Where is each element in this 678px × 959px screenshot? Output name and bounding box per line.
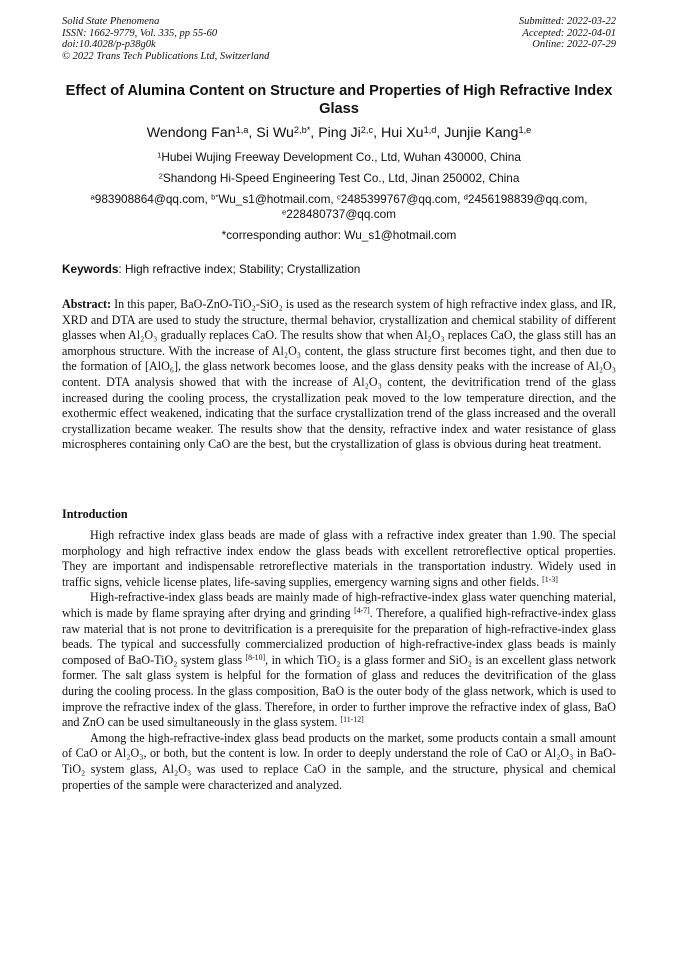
paragraph-text: High-refractive-index glass beads are mainly made of high-refractive-index glass water quenching material, which is made by flame spraying after drying and grinding <box>62 590 616 620</box>
journal-info <box>62 16 269 62</box>
citation: [1-3] <box>542 574 558 584</box>
paragraph-text: Among the high-refractive-index glass bead products on the market, some products contain a small amount of CaO or Al₂O₃, or both, but the content is low. In order to deeply understand the role of CaO or Al₂O₃ in BaO-TiO₂ system glass, Al₂O₃ was used to replace CaO in the sample, and the structure, physical and chemical properties of the sample were characterized and analyzed. <box>62 730 616 792</box>
affiliation-1 <box>40 150 638 165</box>
abstract-text: In this paper, BaO-ZnO-TiO₂-SiO₂ is used as the research system of high refractive index glass, and IR, XRD and DTA are used to study the structure, thermal behavior, crystallization and chemical stability of different glasses when Al₂O₃ gradually replaces CaO. The results show that when Al₂O₃ replaces CaO, the glass still has an amorphous structure. With the increase of Al₂O₃ content, the glass structure first becomes tight, and then due to the formation of [AlO₆], the glass network becomes loose, and the glass density peaks with the increase of Al₂O₃ content. DTA analysis showed that with the increase of Al₂O₃ content, the devitrification trend of the glass increased during the cooling process, the crystallization peak moved to the low temperature direction, and the exothermic effect weakened, indicating that the surface crystallization trend of the glass increased and the overall crystallization became weaker. The results show that the density, refractive index and water resistance of glass microspheres containing only CaO are the best, but the crystallization of glass is obvious during heat treatment. <box>62 297 616 452</box>
author-sup: 1,e <box>518 124 532 135</box>
citation: [11-12] <box>340 715 364 725</box>
dates-info <box>519 16 616 51</box>
copyright-line: © 2022 Trans Tech Publications Ltd, Switzerland <box>62 50 270 62</box>
email-sup: e <box>282 207 287 217</box>
email-sup: d <box>463 192 468 202</box>
email-address: 2456198839@qq.com <box>467 192 585 206</box>
issn-line: ISSN: 1662-9779, Vol. 335, pp 55-60 <box>62 27 218 39</box>
affiliation-sup: 2 <box>158 171 163 181</box>
paper-title: Effect of Alumina Content on Structure and Properties of High Refractive Index Glass <box>65 83 613 117</box>
intro-paragraph-1 <box>62 528 616 590</box>
author-sup: 2,c <box>360 124 374 135</box>
author-name: Junjie Kang <box>444 125 519 141</box>
email-sup: b* <box>211 192 219 202</box>
abstract <box>62 297 616 453</box>
journal-name: Solid State Phenomena <box>62 16 160 27</box>
accepted-date: Accepted: 2022-04-01 <box>522 27 616 39</box>
author-name: Ping Ji <box>318 125 361 141</box>
abstract-label: Abstract: <box>62 297 112 311</box>
author-list: Wendong Fan$^{1,a}$, Si $Wu^{2,b*}$, Ping Ji$^{2,c}$, Hui Xu$^{1,d}$, Junjie Kang$^{1,e}$ <box>146 124 532 141</box>
introduction-heading: Introduction <box>62 507 128 521</box>
author-name: Hui Xu <box>380 125 424 141</box>
affiliation-text: Hubei Wujing Freeway Development Co., Ltd, Wuhan 430000, China <box>161 150 521 164</box>
keywords-text: : High refractive index; Stability; Crystallization <box>118 262 361 276</box>
email-sup: a <box>90 192 95 202</box>
doi-line: doi:10.4028/p-p38g0k <box>62 39 156 50</box>
email-address: 228480737@qq.com <box>286 207 396 221</box>
author-sup: 2,b* <box>293 124 311 135</box>
keywords <box>62 262 616 277</box>
introduction-body <box>62 528 616 793</box>
author-sup: 1,a <box>235 124 249 135</box>
paragraph-text: High refractive index glass beads are made of glass with a refractive index greater than 1.90. The special morphology and high refractive index endow the glass beads with excellent retroreflective optical properties. They are important and indispensable retroreflective materials in the transportation industry. Widely used in traffic signs, vehicle license plates, life-saving supplies, emergency warning signs and other fields. <box>62 528 616 589</box>
submitted-date: Submitted: 2022-03-22 <box>518 16 616 27</box>
author-name: Wendong Fan <box>146 125 236 141</box>
online-date: Online: 2022-07-29 <box>532 39 616 50</box>
affiliation-text: Shandong Hi-Speed Engineering Test Co., Ltd, Jinan 250002, China <box>162 171 520 185</box>
affiliation-sup: 1 <box>157 150 162 160</box>
email-sup: c <box>336 192 341 202</box>
paragraph-text: . Therefore, a qualified high-refractive-index glass raw material that is not prone to devitrification is a prerequisite for the preparation of high-refractive-index glass beads. The typical and successfully commercialized production of high-refractive-index glass beads is mainly composed of BaO-TiO₂ system glass <box>62 605 616 667</box>
email-list: $^a$983908864@qq.com, $^{b*}$Wu_s1@hotmail.com, $^c$2485399767@qq.com, $^d$2456198839@qq.com, $^e$228480737@qq.com <box>90 192 588 221</box>
keywords-label: Keywords <box>62 262 119 276</box>
citation: [4-7] <box>354 606 370 616</box>
intro-paragraph-3 <box>62 731 616 793</box>
citation: [8-10] <box>245 652 266 662</box>
corresponding-author: *corresponding author: Wu_s1@hotmail.com <box>221 228 457 242</box>
email-address: 983908864@qq.com <box>94 192 205 206</box>
email-address: 2485399767@qq.com <box>340 192 458 206</box>
author-name: Si Wu <box>256 125 294 141</box>
paragraph-text: , in which TiO₂ is a glass former and SiO₂ is an excellent glass network former. The salt glass system is helpful for the formation of glass and reduces the devitrification of the glass during the cooling process. In the glass composition, BaO is the outer body of the glass network, which is used to improve the refractive index of the glass. Therefore, in order to further improve the refractive index of glass, BaO and ZnO can be used simultaneously in the glass system. <box>62 652 616 730</box>
affiliation-2 <box>40 171 638 186</box>
intro-paragraph-2 <box>62 590 616 730</box>
email-address: Wu_s1@hotmail.com <box>218 192 331 206</box>
author-sup: 1,d <box>423 124 437 135</box>
